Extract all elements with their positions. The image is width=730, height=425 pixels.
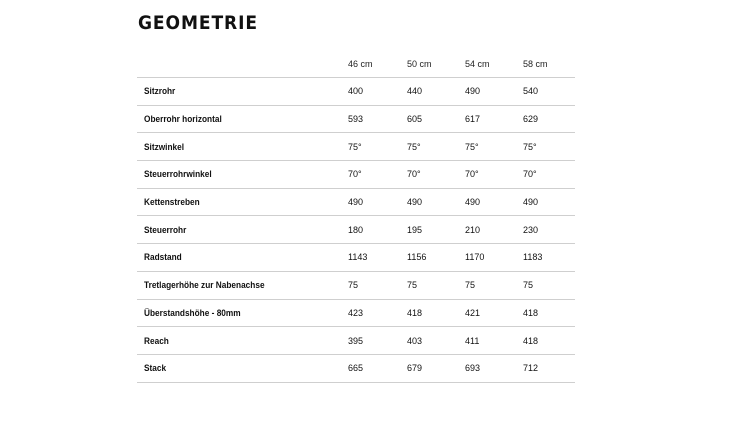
table-cell: 418	[407, 307, 423, 318]
table-cell: 195	[407, 224, 423, 235]
table-cell: 423	[348, 307, 364, 318]
row-label: Sitzwinkel	[144, 141, 185, 152]
column-header: 46 cm	[348, 58, 373, 69]
page-title: GEOMETRIE	[138, 12, 258, 34]
table-body	[137, 78, 575, 383]
table-cell: 490	[523, 197, 539, 208]
table-row	[137, 300, 575, 328]
table-cell: 593	[348, 114, 364, 125]
table-cell: 1156	[407, 252, 427, 263]
row-label: Kettenstreben	[144, 197, 200, 208]
row-label: Reach	[144, 335, 169, 346]
table-cell: 411	[465, 335, 480, 346]
table-cell: 712	[523, 363, 539, 374]
table-cell: 75°	[465, 141, 479, 152]
table-cell: 1143	[348, 252, 368, 263]
column-header: 58 cm	[523, 58, 548, 69]
table-cell: 418	[523, 307, 539, 318]
row-label: Radstand	[144, 252, 182, 263]
table-cell: 490	[465, 86, 481, 97]
column-header: 54 cm	[465, 58, 490, 69]
table-cell: 693	[465, 363, 481, 374]
table-cell: 629	[523, 114, 539, 125]
table-cell: 75	[523, 280, 534, 291]
table-cell: 418	[523, 335, 539, 346]
column-header: 50 cm	[407, 58, 432, 69]
table-cell: 440	[407, 86, 423, 97]
geometry-table	[137, 50, 575, 383]
table-header-row	[137, 50, 575, 78]
table-cell: 75°	[407, 141, 421, 152]
row-label: Sitzrohr	[144, 86, 176, 97]
table-row	[137, 189, 575, 217]
row-label: Überstandshöhe - 80mm	[144, 307, 241, 318]
table-row	[137, 355, 575, 383]
table-cell: 679	[407, 363, 423, 374]
table-cell: 403	[407, 335, 423, 346]
table-cell: 75	[348, 280, 359, 291]
table-cell: 617	[465, 114, 481, 125]
table-row	[137, 133, 575, 161]
table-row	[137, 106, 575, 134]
table-cell: 1183	[523, 252, 543, 263]
table-cell: 1170	[465, 252, 485, 263]
row-label: Steuerrohr	[144, 224, 187, 235]
table-cell: 180	[348, 224, 364, 235]
table-cell: 490	[465, 197, 481, 208]
table-cell: 70°	[523, 169, 537, 180]
table-cell: 395	[348, 335, 364, 346]
table-row	[137, 244, 575, 272]
row-label: Oberrohr horizontal	[144, 114, 222, 125]
table-cell: 540	[523, 86, 539, 97]
row-label: Stack	[144, 363, 167, 374]
table-cell: 400	[348, 86, 364, 97]
table-row	[137, 216, 575, 244]
table-cell: 70°	[348, 169, 362, 180]
table-cell: 75°	[523, 141, 537, 152]
table-cell: 70°	[407, 169, 421, 180]
table-cell: 75	[407, 280, 418, 291]
table-cell: 75°	[348, 141, 362, 152]
table-cell: 490	[407, 197, 423, 208]
row-label: Steuerrohrwinkel	[144, 169, 212, 180]
table-cell: 70°	[465, 169, 479, 180]
table-cell: 75	[465, 280, 476, 291]
table-cell: 605	[407, 114, 423, 125]
table-cell: 230	[523, 224, 539, 235]
table-row	[137, 78, 575, 106]
table-cell: 490	[348, 197, 364, 208]
row-label: Tretlagerhöhe zur Nabenachse	[144, 280, 265, 291]
table-row	[137, 272, 575, 300]
table-cell: 665	[348, 363, 364, 374]
table-row	[137, 161, 575, 189]
table-cell: 210	[465, 224, 481, 235]
table-row	[137, 327, 575, 355]
table-cell: 421	[465, 307, 481, 318]
